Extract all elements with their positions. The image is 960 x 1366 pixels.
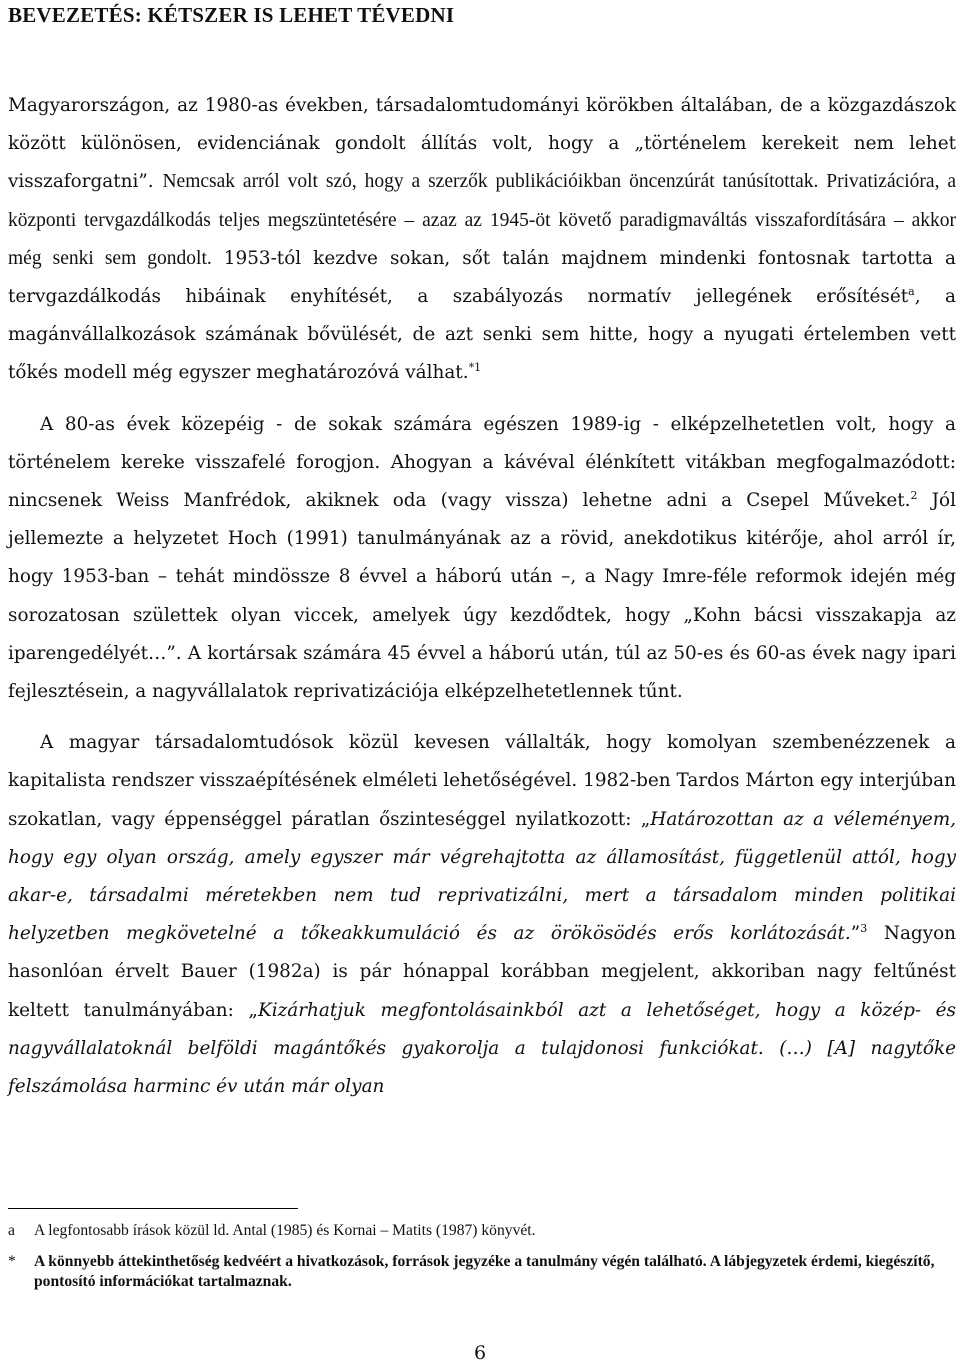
bauer-quote: Kizárhatjuk megfontolásainkból azt a lehetőséget, hogy a közép- és nagyvállalatoknál belföldi magántőkés gyakorolja a tulajdonosi funkciókat. (…) [A] nagytőke felszámolása harminc év után már olyan [8,999,956,1098]
footnote-ref-2: 2 [910,489,918,503]
footnote-a [8,1222,956,1240]
p2-text-b: Jól jellemezte a helyzetet Hoch (1991) tanulmányának az a rövid, anekdotikus kitérője, ahol arról ír, hogy 1953-ban – tehát mindössze 8 évvel a háború után –, a Nagy Imre-féle reformok idején még sorozatosan születtek olyan viccek, amelyek úgy kezdődtek, hogy „Kohn bácsi visszakapja az iparengedélyét…”. A kortársak számára 45 évvel a háború után, túl az 50-es és 60-as évek nagy ipari fejlesztésein, a nagyvállalatok reprivatizációja elképzelhetetlennek tűnt. [8,490,956,703]
footnote-text: A könnyebb áttekinthetőség kedvéért a hivatkozások, források jegyzéke a tanulmány végén található. A lábjegyzetek érdemi, kiegészítő, pontosító információkat tartalmaznak. [34,1253,935,1290]
p1-text-b: Nemcsak arról volt szó, hogy a szerzők publikációikban öncenzúrát tanúsítottak. Privatizációra, a központi tervgazdálkodás teljes megszüntetésére – azaz az 1945-öt követő paradigmaváltás visszafordítására – akkor még senki sem gondolt. [8,171,957,269]
chapter-heading: BEVEZETÉS: KÉTSZER IS LEHET TÉVEDNI [8,3,455,27]
paragraph-3 [8,724,956,1106]
p1-text-d: , a magánvállalkozások számának bővülését, de azt senki sem hitte, hogy a nyugati értelemben vett tőkés modell még egyszer meghatározóvá válhat. [8,286,956,384]
p3-text-a: A magyar társadalomtudósok közül kevesen vállalták, hogy komolyan szembenézzenek a kapitalista rendszer visszaépítésének elméleti lehetőségével. 1982-ben Tardos Márton egy interjúban szokatlan, vagy éppenséggel páratlan őszinteséggel nyilatkozott: „ [8,732,956,830]
page-number: 6 [473,1342,487,1364]
footnote-separator [8,1208,298,1209]
paragraph-2 [8,406,956,712]
body-text [8,87,956,1106]
footnote-ref-3: 3 [860,922,868,936]
footnote-text: A legfontosabb írások közül ld. Antal (1985) és Kornai – Matits (1987) könyvét. [34,1222,536,1239]
paragraph-1 [8,87,956,393]
tardos-quote: Határozottan az a véleményem, hogy egy olyan ország, amely egyszer már végrehajtotta az államosítást, függetlenül attól, hogy akar-e, társadalmi méretekben nem tud reprivatizálni, mert a társadalom minden politikai helyzetben megkövetelné a tőkeakkumuláció és az örökösödés erős korlátozását. [8,808,956,945]
p1-text-c: 1953-tól kezdve sokan, sőt talán majdnem mindenki fontosnak tartotta a tervgazdálkodás hibáinak enyhítését, a szabályozás normatív jellegének erősítését [8,247,956,308]
footnote-mark: * [8,1253,16,1270]
footnote-ref-star-1: *1 [468,361,482,375]
p1-text-a: Magyarországon, az 1980-as években, társadalomtudományi körökben általában, de a közgazdászok között különösen, evidenciának gondolt állítás volt, hogy a „történelem kerekeit nem lehet visszaforgatni”. [8,95,956,193]
p2-text-a: A 80-as évek közepéig - de sokak számára egészen 1989-ig - elképzelhetetlen volt, hogy a történelem kereke visszafelé forogjon. Ahogyan a kávéval élénkített vitákban megfogalmazódott: nincsenek Weiss Manfrédok, akiknek oda (vagy vissza) lehetne adni a Csepel Műveket. [8,413,956,512]
quote-close: ” [850,923,861,945]
p3-text-b: Nagyon hasonlóan érvelt Bauer (1982a) is pár hónappal korábban megjelent, akkoriban nagy feltűnést keltett tanulmányában: „ [8,923,956,1021]
footnote-mark: a [8,1222,15,1239]
footnote-star [8,1252,956,1292]
footnote-ref-a: a [908,285,915,299]
